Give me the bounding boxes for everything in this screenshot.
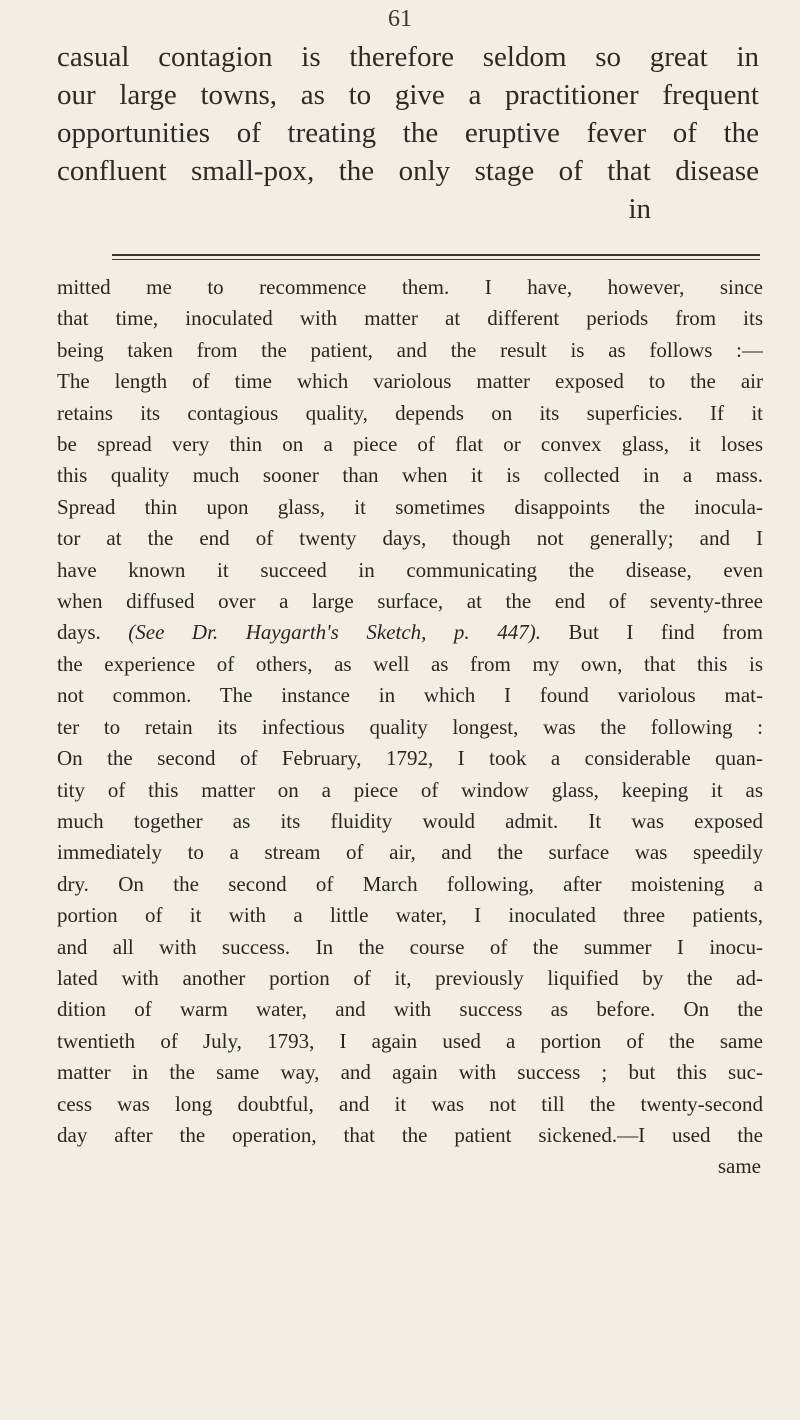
footnote-line: not common. The instance in which I found variolous mat- [57, 683, 763, 708]
footnote-citation-line [57, 617, 763, 648]
footnote-line: retains its contagious quality, depends on its superficies. If it [57, 400, 763, 425]
footnote-line: lated with another portion of it, previously liquified by the ad- [57, 965, 763, 990]
footnote-divider [112, 254, 760, 256]
footnote-line: cess was long doubtful, and it was not till the twenty-second [57, 1091, 763, 1116]
main-catchword: in [628, 193, 651, 225]
footnote-divider-thin [112, 259, 760, 260]
footnote-catchword: same [717, 1154, 761, 1179]
footnote-line: have known it succeed in communicating the disease, even [57, 557, 763, 582]
footnote-line: day after the operation, that the patient sickened.—I used the [57, 1122, 763, 1147]
citation-page-ref: 447). [497, 620, 541, 645]
footnote-line: and all with success. In the course of the summer I inocu- [57, 934, 763, 959]
page-number: 61 [388, 6, 412, 32]
main-line: casual contagion is therefore seldom so great in [57, 41, 759, 73]
footnote [57, 272, 763, 1183]
citation-before: days. [57, 620, 101, 645]
footnote-line: matter in the same way, and again with success ; but this suc- [57, 1060, 763, 1085]
footnote-line: when diffused over a large surface, at the end of seventy-three [57, 589, 763, 614]
main-text [57, 38, 759, 228]
footnote-line: this quality much sooner than when it is collected in a mass. [57, 463, 763, 488]
footnote-line: The length of time which variolous matter exposed to the air [57, 369, 763, 394]
footnote-line: dry. On the second of March following, after moistening a [57, 871, 763, 896]
footnote-line: ter to retain its infectious quality longest, was the following : [57, 714, 763, 739]
footnote-line: dition of warm water, and with success as before. On the [57, 997, 763, 1022]
footnote-line: portion of it with a little water, I inoculated three patients, [57, 903, 763, 928]
footnote-line: twentieth of July, 1793, I again used a portion of the same [57, 1028, 763, 1053]
main-line: opportunities of treating the eruptive fever of the [57, 117, 759, 149]
footnote-line: On the second of February, 1792, I took a considerable quan- [57, 746, 763, 771]
footnote-line: that time, inoculated with matter at different periods from its [57, 306, 763, 331]
main-line: our large towns, as to give a practitioner frequent [57, 79, 759, 111]
footnote-line: be spread very thin on a piece of flat or convex glass, it loses [57, 432, 763, 457]
footnote-line: much together as its fluidity would admit. It was exposed [57, 808, 763, 833]
footnote-line: being taken from the patient, and the result is as follows :— [57, 337, 763, 362]
footnote-line: tity of this matter on a piece of window glass, keeping it as [57, 777, 763, 802]
citation-italic: (See Dr. Haygarth's Sketch, p. [128, 620, 470, 645]
footnote-line: tor at the end of twenty days, though not generally; and I [57, 526, 763, 551]
footnote-line: mitted me to recommence them. I have, however, since [57, 275, 763, 299]
main-line: confluent small-pox, the only stage of that disease [57, 155, 759, 187]
footnote-line: Spread thin upon glass, it sometimes disappoints the inocula- [57, 494, 763, 519]
footnote-line: immediately to a stream of air, and the surface was speedily [57, 840, 763, 865]
footnote-line: the experience of others, as well as from my own, that this is [57, 651, 763, 676]
citation-after: But I find from [568, 620, 763, 645]
